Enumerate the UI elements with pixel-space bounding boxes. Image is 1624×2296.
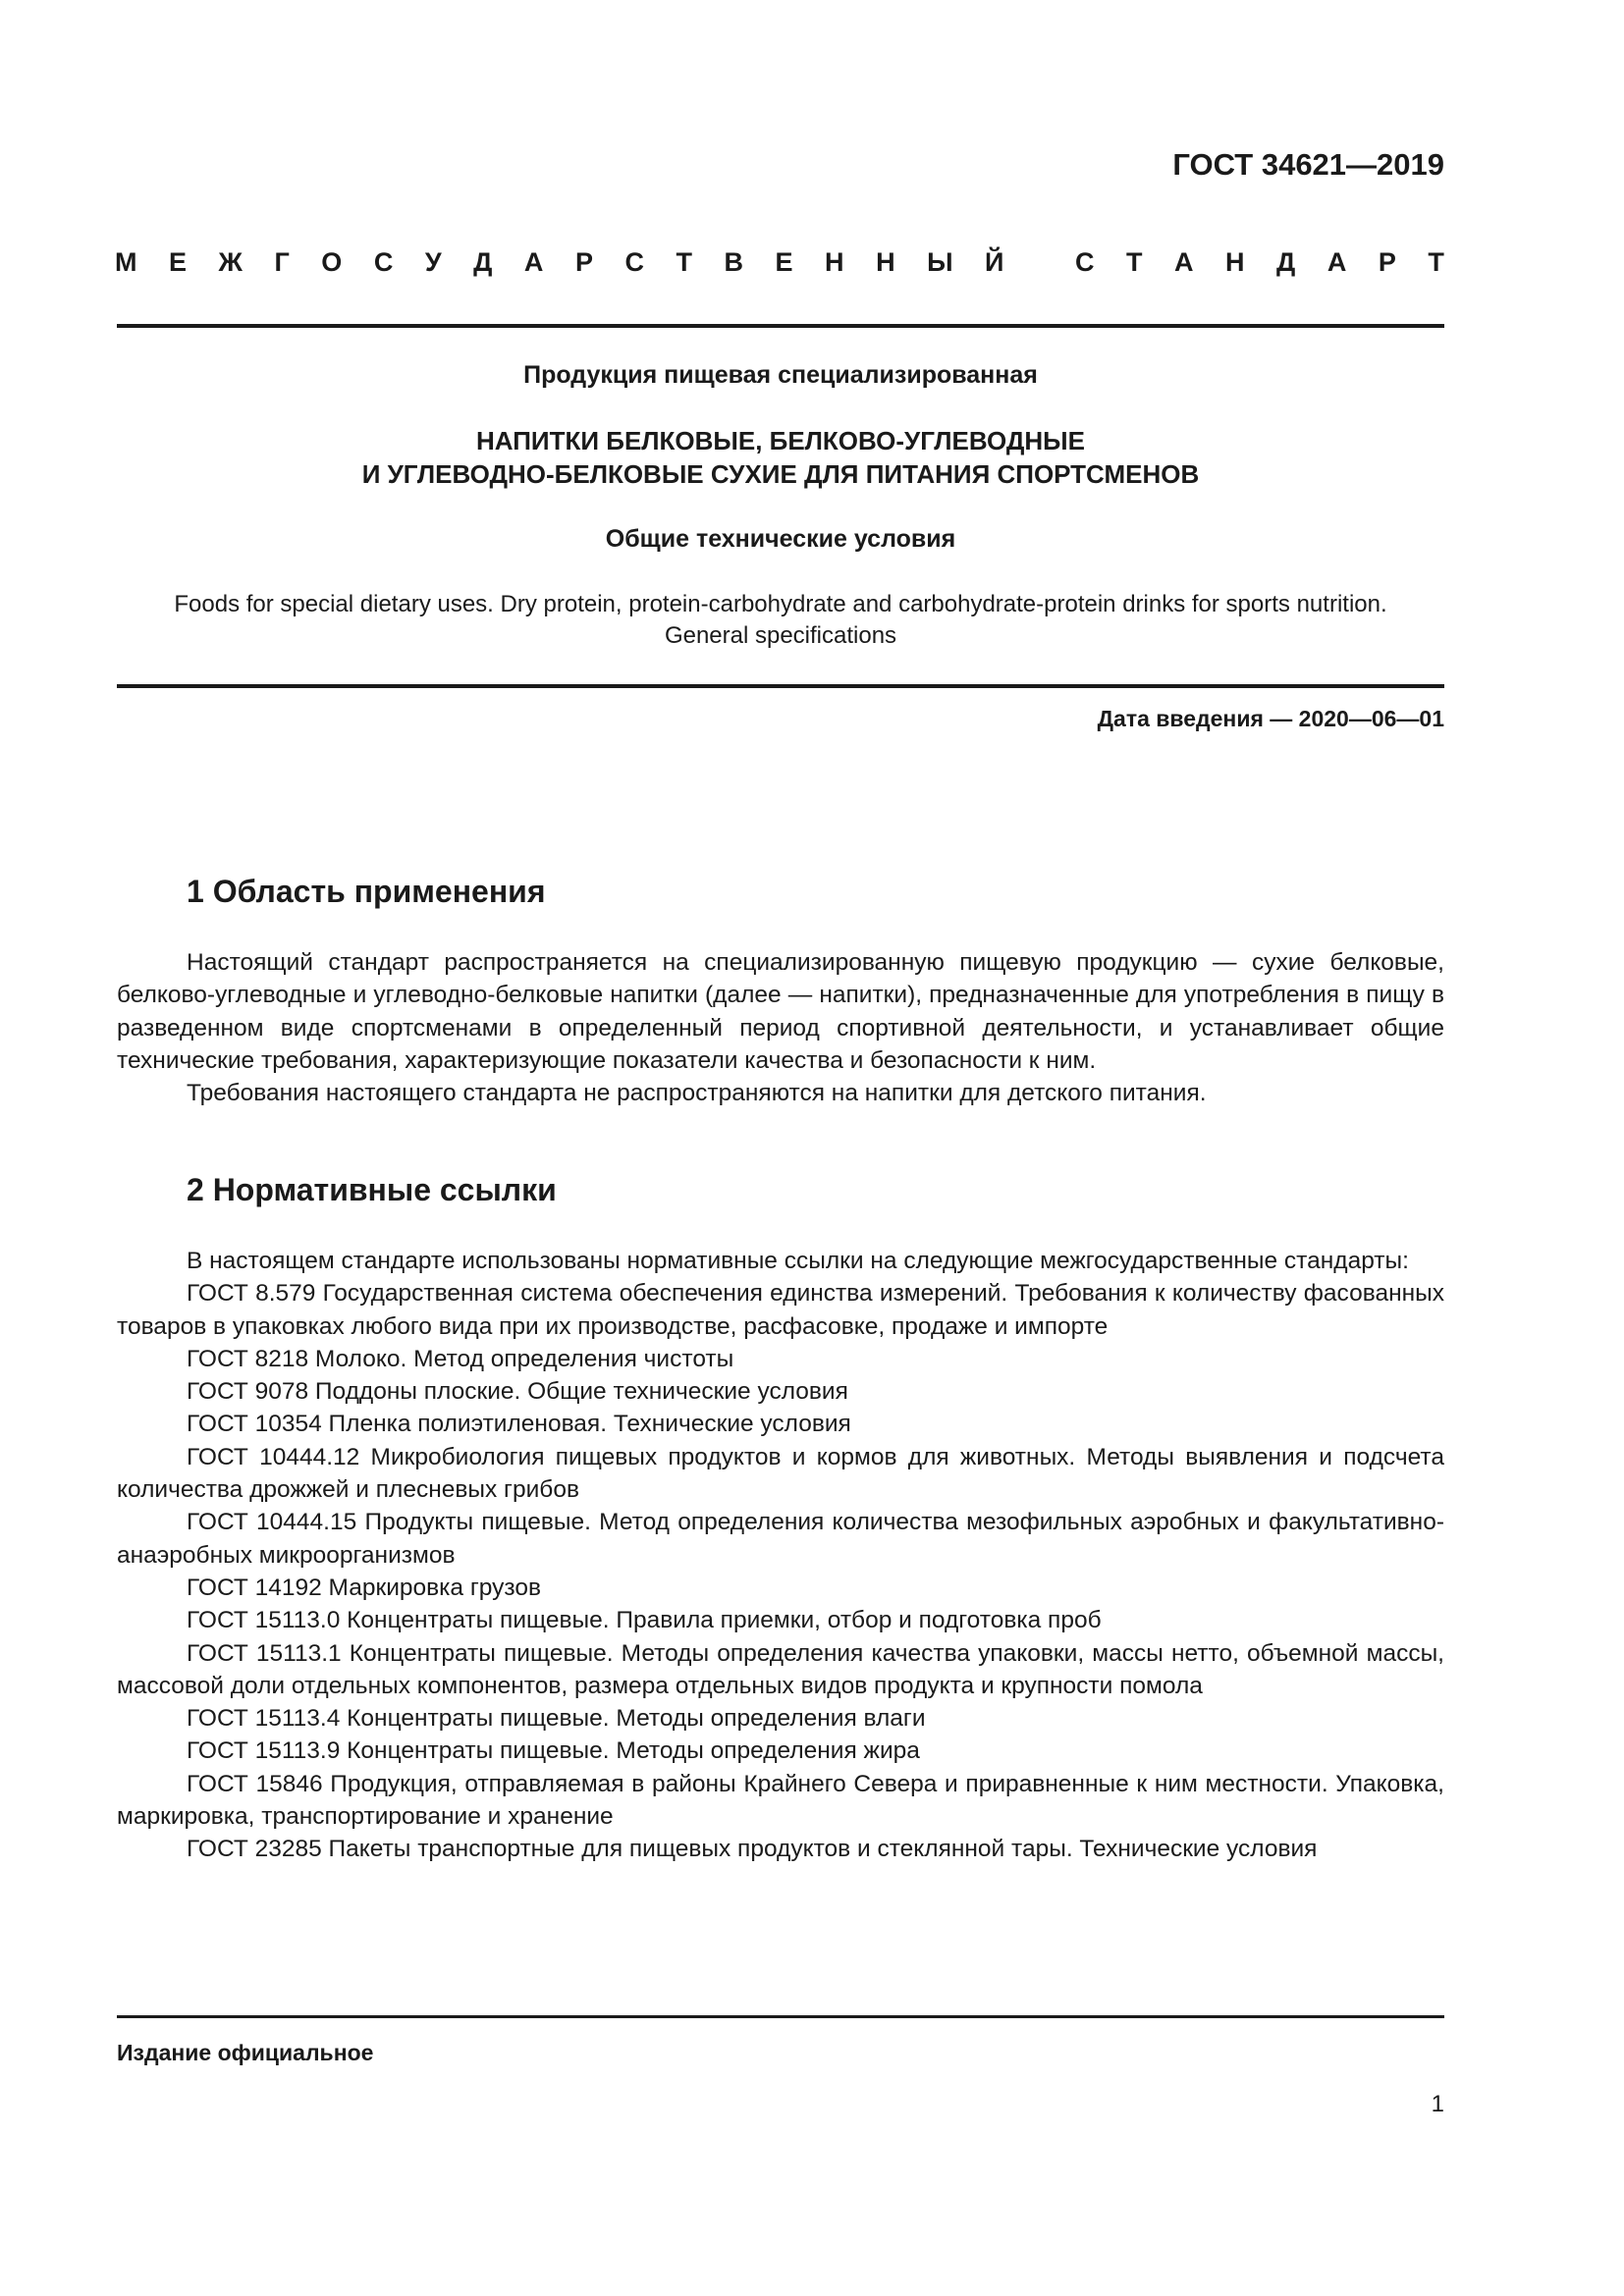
section-1-paragraph: Настоящий стандарт распространяется на специализированную пищевую продукцию — сухие белковые, белково-углеводные и углеводно-белковые напитки (далее — напитки), предназначенные для употребления в пищу в разведенном виде спортсменами в определенный период спортивной деятельности, и устанавливает общие технические требования, характеризующие показатели качества и безопасности к ним. [117, 949, 1444, 1074]
top-divider [117, 324, 1444, 328]
heading-letter: В [724, 247, 743, 277]
reference-item: ГОСТ 15113.1 Концентраты пищевые. Методы определения качества упаковки, массы нетто, объемной массы, массовой доли отдельных компонентов, размера отдельных видов продукта и крупности помола [117, 1639, 1444, 1699]
reference-item: ГОСТ 15113.9 Концентраты пищевые. Методы определения жира [187, 1737, 920, 1765]
english-title [117, 589, 1444, 652]
heading-letter: У [424, 247, 442, 277]
english-title-line-1: Foods for special dietary uses. Dry protein, protein-carbohydrate and carbohydrate-protein drinks for sports nutrition. [174, 591, 1387, 617]
footer-divider [117, 2015, 1444, 2018]
section-2-heading: 2 Нормативные ссылки [187, 1172, 557, 1207]
heading-letter: Е [169, 247, 188, 277]
intro-date: Дата введения — 2020—06—01 [1097, 706, 1444, 731]
english-title-line-2: General specifications [664, 622, 897, 649]
reference-item: ГОСТ 15113.0 Концентраты пищевые. Правила приемки, отбор и подготовка проб [187, 1607, 1102, 1634]
heading-letter: С [624, 247, 644, 277]
heading-letter: Т [676, 247, 692, 277]
heading-letter: Н [825, 247, 844, 277]
section-2-paragraph: В настоящем стандарте использованы нормативные ссылки на следующие межгосударственные стандарты: [187, 1248, 1409, 1274]
heading-letter: Д [473, 247, 493, 277]
section-scope [117, 874, 1444, 1109]
standard-type-heading [115, 247, 1444, 278]
heading-letter: Т [1428, 247, 1444, 277]
heading-letter: Ж [218, 247, 243, 277]
heading-letter: А [523, 247, 544, 277]
product-category: Продукция пищевая специализированная [523, 361, 1038, 389]
reference-item: ГОСТ 15846 Продукция, отправляемая в районы Крайнего Севера и приравненные к ним местности. Упаковка, маркировка, транспортирование и хранение [117, 1770, 1444, 1831]
heading-letter: Ы [927, 247, 953, 277]
reference-item: ГОСТ 10444.15 Продукты пищевые. Метод определения количества мезофильных аэробных и факультативно-анаэробных микроорганизмов [117, 1509, 1444, 1569]
reference-item: ГОСТ 10354 Пленка полиэтиленовая. Технические условия [187, 1411, 851, 1438]
heading-letter: Р [574, 247, 593, 277]
section-1-heading: 1 Область применения [187, 874, 546, 909]
title-divider [117, 684, 1444, 688]
heading-letter [1036, 247, 1044, 278]
heading-letter: Н [1225, 247, 1245, 277]
title-line-1: НАПИТКИ БЕЛКОВЫЕ, БЕЛКОВО-УГЛЕВОДНЫЕ [476, 426, 1085, 455]
heading-letter: М [115, 247, 137, 277]
heading-letter: Т [1126, 247, 1143, 277]
document-title [117, 424, 1444, 491]
spec-label: Общие технические условия [605, 525, 956, 553]
gost-number: ГОСТ 34621—2019 [1172, 147, 1444, 182]
heading-letter: Е [775, 247, 793, 277]
reference-item: ГОСТ 10444.12 Микробиология пищевых продуктов и кормов для животных. Методы выявления и подсчета количества дрожжей и плесневых грибов [117, 1443, 1444, 1504]
reference-item: ГОСТ 14192 Маркировка грузов [187, 1574, 541, 1601]
heading-letter: Й [985, 247, 1004, 277]
heading-letter: Г [274, 247, 290, 277]
heading-letter: С [373, 247, 394, 277]
edition-label: Издание официальное [117, 2040, 374, 2065]
section-1-paragraph: Требования настоящего стандарта не распространяются на напитки для детского питания. [187, 1080, 1207, 1107]
heading-letter: А [1326, 247, 1347, 277]
heading-letter: А [1174, 247, 1194, 277]
heading-letter: О [321, 247, 343, 277]
section-normative-references [117, 1172, 1444, 1866]
heading-letter: Н [876, 247, 895, 277]
heading-letter: Д [1276, 247, 1296, 277]
reference-item: ГОСТ 15113.4 Концентраты пищевые. Методы определения влаги [187, 1705, 926, 1733]
reference-item: ГОСТ 8.579 Государственная система обеспечения единства измерений. Требования к количеству фасованных товаров в упаковках любого вида при их производстве, расфасовке, продаже и импорте [117, 1280, 1444, 1340]
page-number: 1 [1431, 2091, 1444, 2117]
heading-letter: С [1074, 247, 1095, 277]
heading-letter: Р [1378, 247, 1396, 277]
reference-item: ГОСТ 9078 Поддоны плоские. Общие технические условия [187, 1378, 848, 1406]
reference-item: ГОСТ 8218 Молоко. Метод определения чистоты [187, 1345, 734, 1372]
title-line-2: И УГЛЕВОДНО-БЕЛКОВЫЕ СУХИЕ ДЛЯ ПИТАНИЯ СПОРТСМЕНОВ [361, 459, 1200, 489]
reference-item: ГОСТ 23285 Пакеты транспортные для пищевых продуктов и стеклянной тары. Технические условия [187, 1836, 1318, 1863]
